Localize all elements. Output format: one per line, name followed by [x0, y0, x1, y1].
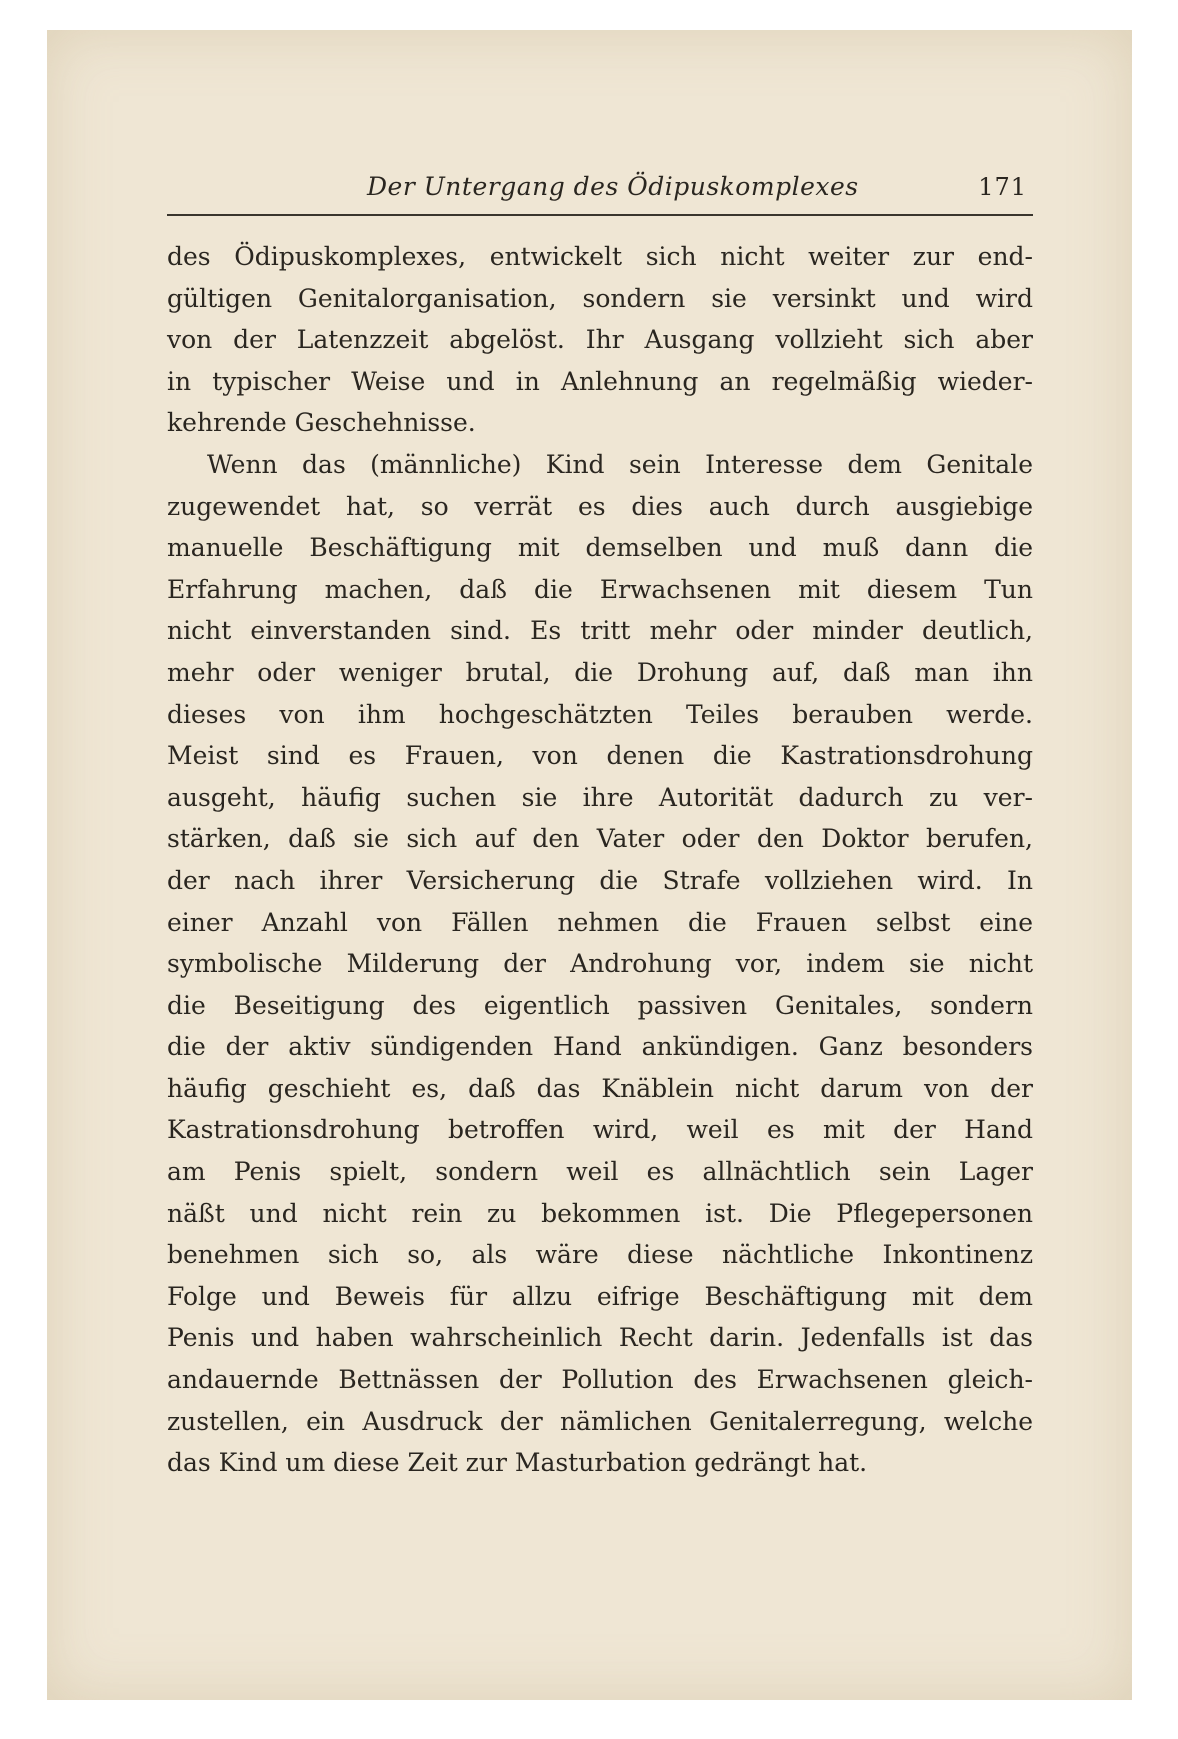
text-line: zugewendet hat, so verrät es dies auch durch ausgiebige [167, 491, 1033, 521]
text-line: ausgeht, häufig suchen sie ihre Autorität dadurch zu ver- [167, 782, 1033, 812]
text-line: die Beseitigung des eigentlich passiven Genitales, sondern [167, 990, 1033, 1020]
body-text [167, 236, 1033, 1484]
text-line: Erfahrung machen, daß die Erwachsenen mit diesem Tun [167, 574, 1033, 604]
text-line: zustellen, ein Ausdruck der nämlichen Genitalerregung, welche [167, 1406, 1033, 1436]
text-line: am Penis spielt, sondern weil es allnächtlich sein Lager [167, 1157, 1033, 1187]
text-line: häufig geschieht es, daß das Knäblein nicht darum von der [167, 1073, 1033, 1103]
text-line: in typischer Weise und in Anlehnung an regelmäßig wieder- [167, 366, 1033, 396]
text-line: andauernde Bettnässen der Pollution des Erwachsenen gleich- [167, 1365, 1033, 1395]
text-line: stärken, daß sie sich auf den Vater oder den Doktor berufen, [167, 824, 1033, 854]
text-line: mehr oder weniger brutal, die Drohung auf, daß man ihn [167, 657, 1033, 687]
page-number: 171 [978, 173, 1027, 201]
text-line: manuelle Beschäftigung mit demselben und muß dann die [167, 533, 1033, 563]
text-line: Kastrationsdrohung betroffen wird, weil es mit der Hand [167, 1115, 1033, 1145]
text-line: die der aktiv sündigenden Hand ankündigen. Ganz besonders [167, 1032, 1033, 1062]
text-line: einer Anzahl von Fällen nehmen die Frauen selbst eine [167, 907, 1033, 937]
text-line: des Ödipuskomplexes, entwickelt sich nicht weiter zur end- [167, 242, 1033, 271]
text-line: gültigen Genitalorganisation, sondern sie versinkt und wird [167, 283, 1033, 313]
text-line: Folge und Beweis für allzu eifrige Beschäftigung mit dem [167, 1281, 1033, 1311]
header-rule [167, 214, 1033, 216]
text-line: Meist sind es Frauen, von denen die Kastrationsdrohung [167, 741, 1033, 771]
text-line: näßt und nicht rein zu bekommen ist. Die Pflegepersonen [167, 1198, 1033, 1228]
text-line: der nach ihrer Versicherung die Strafe vollziehen wird. In [167, 865, 1033, 895]
book-page [47, 30, 1132, 1700]
text-line: benehmen sich so, als wäre diese nächtliche Inkontinenz [167, 1240, 1033, 1270]
page-header [167, 170, 1031, 210]
text-line: das Kind um diese Zeit zur Masturbation gedrängt hat. [167, 1448, 868, 1478]
text-line: dieses von ihm hochgeschätzten Teiles berauben werde. [167, 699, 1033, 729]
text-line: symbolische Milderung der Androhung vor, indem sie nicht [167, 949, 1033, 979]
text-line: Wenn das (männliche) Kind sein Interesse dem Genitale [207, 449, 1033, 479]
text-line: nicht einverstanden sind. Es tritt mehr oder minder deutlich, [167, 616, 1033, 646]
text-line: Penis und haben wahrscheinlich Recht darin. Jedenfalls ist das [167, 1323, 1033, 1353]
text-line: kehrende Geschehnisse. [167, 408, 476, 438]
text-line: von der Latenzzeit abgelöst. Ihr Ausgang vollzieht sich aber [167, 325, 1033, 355]
running-title: Der Untergang des Ödipuskomplexes [367, 172, 859, 201]
